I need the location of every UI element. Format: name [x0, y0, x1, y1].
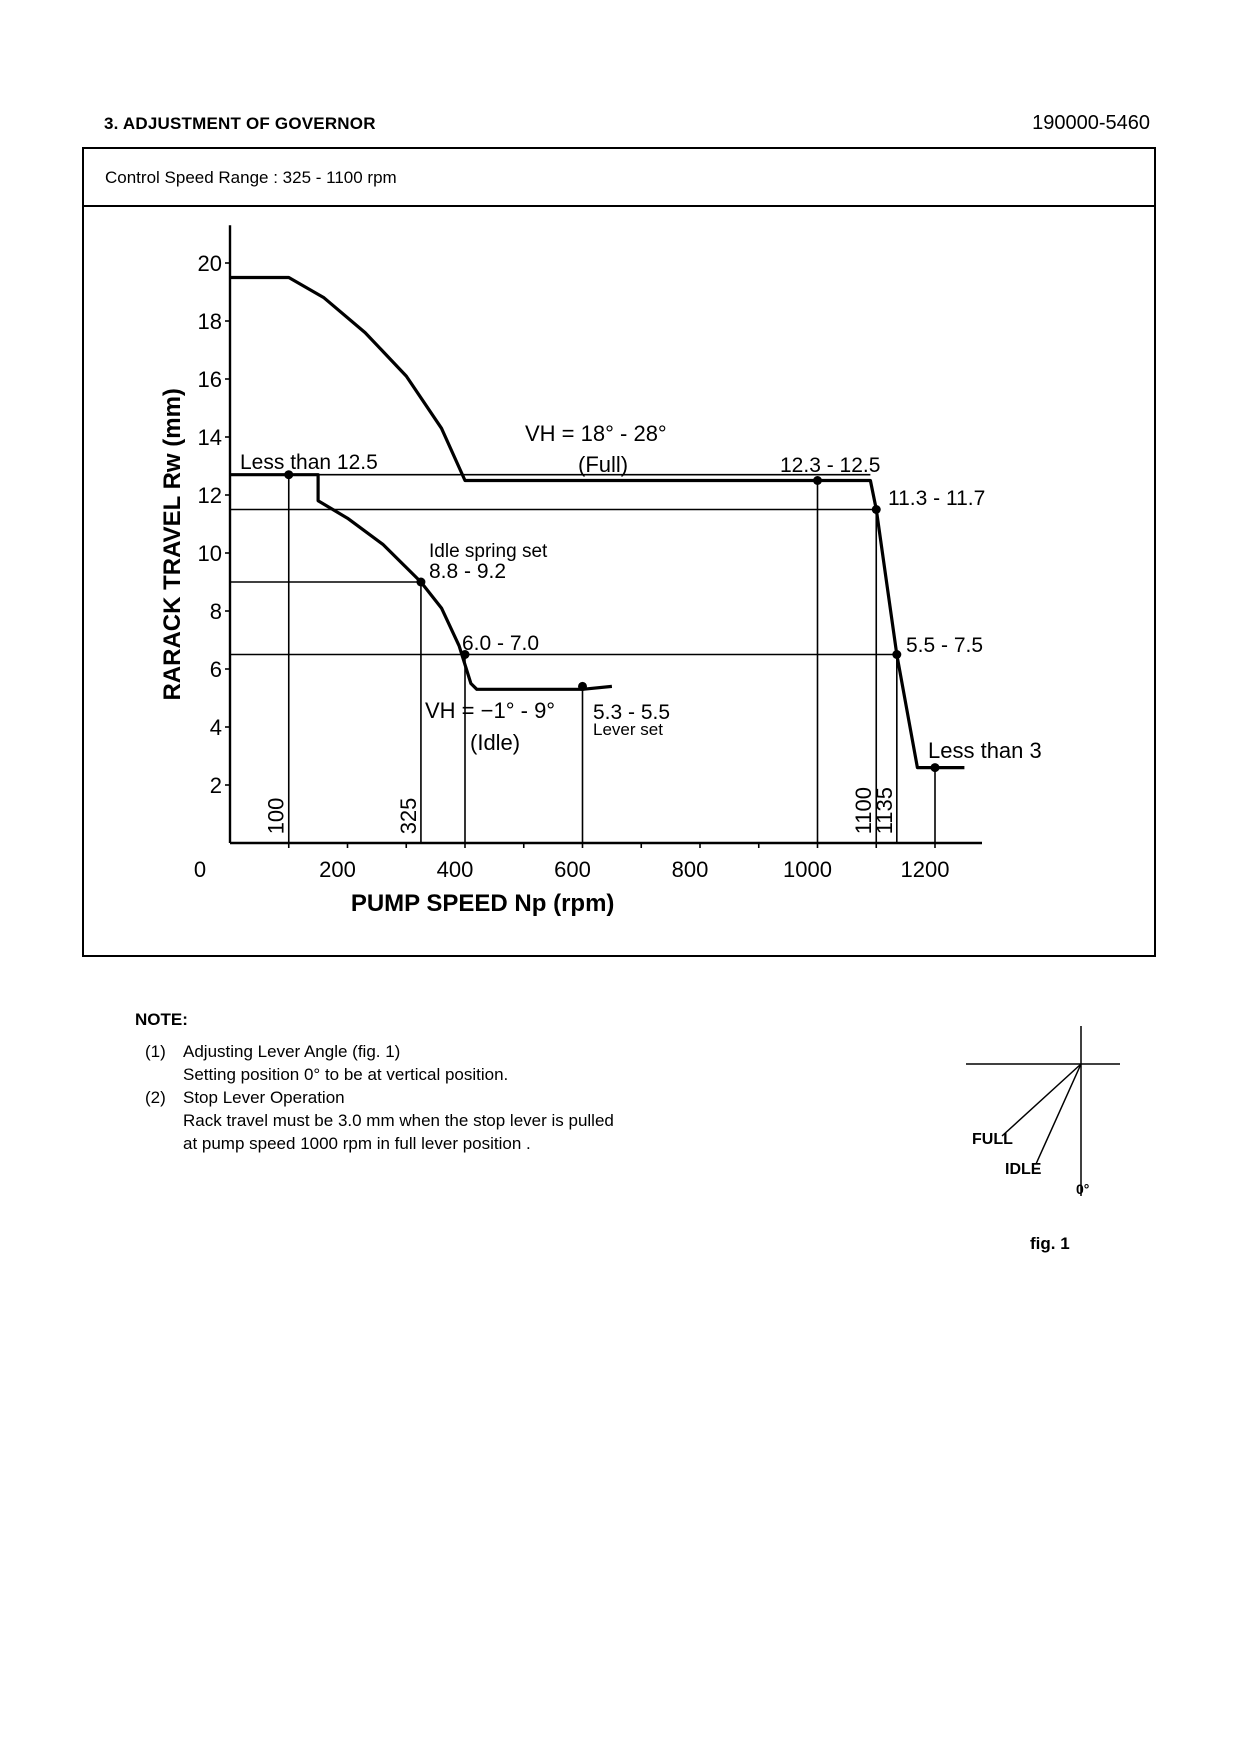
y-tick-label: 12 — [197, 483, 222, 508]
annotation-full-label: (Full) — [578, 452, 629, 477]
x-tick-label: 400 — [436, 857, 474, 882]
measured-point — [416, 578, 425, 587]
x-axis-title: PUMP SPEED Np (rpm) — [350, 890, 615, 917]
note-line: Adjusting Lever Angle (fig. 1) — [183, 1042, 401, 1061]
figure-idle-line — [1036, 1064, 1081, 1164]
y-axis-title: RARACK TRAVEL Rw (mm) — [159, 388, 186, 701]
vertical-value-label: 1100 — [851, 786, 877, 835]
note-item-number: (2) — [145, 1088, 166, 1107]
document-number: 190000-5460 — [1032, 112, 1150, 134]
note-line: Setting position 0° to be at vertical position. — [183, 1065, 509, 1084]
measured-point — [892, 650, 901, 659]
annotation-vh-idle: VH = −1° - 9° — [425, 698, 556, 723]
lever-angle-figure — [960, 1020, 1140, 1220]
annotation-idle-spring-set: Idle spring set — [429, 541, 548, 562]
full-load-curve — [230, 278, 964, 768]
y-tick-label: 16 — [197, 367, 222, 392]
section-title: 3. ADJUSTMENT OF GOVERNOR — [104, 114, 376, 133]
y-tick-label: 8 — [209, 599, 222, 624]
vertical-value-label: 100 — [263, 797, 289, 835]
annotation-vh-full: VH = 18° - 28° — [525, 421, 667, 446]
y-tick-label: 2 — [209, 773, 222, 798]
annotation-less-than-12-5: Less than 12.5 — [240, 451, 378, 474]
annotation-range-400: 6.0 - 7.0 — [462, 632, 540, 655]
y-tick-label: 20 — [197, 251, 222, 276]
measured-point — [578, 682, 587, 691]
note-item-number: (1) — [145, 1042, 166, 1061]
annotation-idle-label: (Idle) — [470, 730, 521, 755]
x-tick-label: 200 — [319, 857, 356, 882]
annotation-full-range: 12.3 - 12.5 — [780, 454, 881, 477]
measured-point — [872, 505, 881, 514]
figure-idle-label: IDLE — [1005, 1161, 1042, 1178]
y-tick-label: 18 — [197, 309, 222, 334]
annotation-range-1100: 11.3 - 11.7 — [888, 487, 986, 510]
annotation-range-325: 8.8 - 9.2 — [429, 560, 507, 583]
annotation-less-than-3: Less than 3 — [928, 738, 1042, 763]
y-tick-label: 10 — [197, 541, 222, 566]
figure-caption: fig. 1 — [1030, 1234, 1070, 1253]
vertical-value-label: 1135 — [871, 786, 897, 835]
y-tick-label: 14 — [197, 425, 222, 450]
measured-point — [931, 763, 940, 772]
figure-full-label: FULL — [972, 1131, 1013, 1148]
x-tick-label: 1000 — [783, 857, 832, 882]
figure-full-line — [1002, 1064, 1081, 1136]
note-line: Rack travel must be 3.0 mm when the stop lever is pulled — [183, 1111, 614, 1130]
measured-point — [813, 476, 822, 485]
vertical-value-label: 325 — [395, 797, 421, 835]
x-tick-label: 0 — [193, 857, 207, 882]
note-line: Stop Lever Operation — [183, 1088, 345, 1107]
y-tick-label: 6 — [209, 657, 222, 682]
x-tick-label: 1200 — [900, 857, 950, 882]
control-speed-range: Control Speed Range : 325 - 1100 rpm — [84, 149, 1154, 207]
x-tick-label: 600 — [554, 857, 591, 882]
figure-zero-label: 0° — [1076, 1181, 1090, 1197]
annotation-range-1135: 5.5 - 7.5 — [906, 634, 984, 657]
annotation-lever-set: Lever set — [593, 720, 663, 739]
note-line: at pump speed 1000 rpm in full lever position . — [183, 1134, 531, 1153]
y-tick-label: 4 — [209, 715, 222, 740]
note-title: NOTE: — [135, 1010, 188, 1029]
annotation-range-600: 5.3 - 5.5 — [593, 701, 671, 724]
x-tick-label: 800 — [671, 857, 709, 882]
